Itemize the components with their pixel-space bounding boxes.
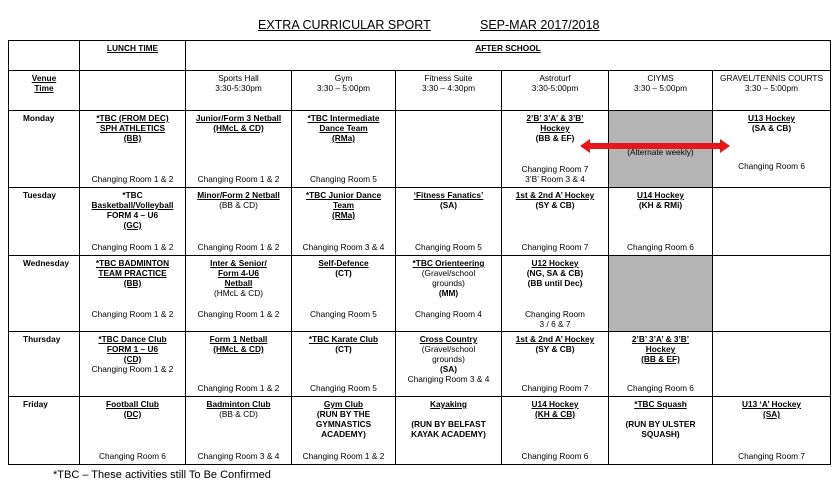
document-title — [0, 18, 838, 34]
after-school-header: AFTER SCHOOL — [186, 41, 831, 71]
monday-gravel: U13 Hockey (SA & CB) Changing Room 6 — [713, 111, 831, 188]
footnote: *TBC – These activities still To Be Confirmed — [53, 469, 271, 481]
day-wednesday: Wednesday — [9, 256, 80, 332]
row-friday — [9, 397, 831, 465]
friday-fitness: Kayaking (RUN BY BELFAST KAYAK ACADEMY) — [396, 397, 502, 465]
venue-fitness-suite: Fitness Suite 3:30 – 4:30pm — [396, 71, 502, 111]
lunch-venue-blank — [80, 71, 186, 111]
tuesday-lunch: *TBC Basketball/Volleyball FORM 4 – U6 (GC) Changing Room 1 & 2 — [80, 188, 186, 256]
thursday-astroturf: 1st & 2nd A’ Hockey (SY & CB) Changing Room 7 — [502, 332, 609, 397]
wednesday-fitness: *TBC Orienteering (Gravel/school grounds) (MM) Changing Room 4 — [396, 256, 502, 332]
thursday-lunch: *TBC Dance Club FORM 1 – U6 (CD) Changing Room 1 & 2 — [80, 332, 186, 397]
timetable — [8, 40, 831, 465]
wednesday-ciyms — [609, 256, 713, 332]
venue-time-label: Venue Time — [9, 71, 80, 111]
wednesday-astroturf: U12 Hockey (NG, SA & CB) (BB until Dec) Changing Room 3 / 6 & 7 — [502, 256, 609, 332]
friday-lunch: Football Club (DC) Changing Room 6 — [80, 397, 186, 465]
day-tuesday: Tuesday — [9, 188, 80, 256]
title-main: EXTRA CURRICULAR SPORT — [258, 18, 431, 32]
tuesday-sports-hall: Minor/Form 2 Netball (BB & CD) Changing Room 1 & 2 — [186, 188, 292, 256]
monday-lunch: *TBC (FROM DEC) SPH ATHLETICS (BB) Changing Room 1 & 2 — [80, 111, 186, 188]
venue-gravel-tennis: GRAVEL/TENNIS COURTS 3:30 – 5:00pm — [713, 71, 831, 111]
thursday-sports-hall: Form 1 Netball (HMcL & CD) Changing Room 1 & 2 — [186, 332, 292, 397]
day-thursday: Thursday — [9, 332, 80, 397]
day-friday: Friday — [9, 397, 80, 465]
wednesday-gym: Self-Defence (CT) Changing Room 5 — [292, 256, 396, 332]
wednesday-sports-hall: Inter & Senior/ Form 4-U6 Netball (HMcL & CD) Changing Room 1 & 2 — [186, 256, 292, 332]
thursday-fitness: Cross Country (Gravel/school grounds) (SA) Changing Room 3 & 4 — [396, 332, 502, 397]
group-header-row — [9, 41, 831, 71]
tuesday-ciyms: U14 Hockey (KH & RMi) Changing Room 6 — [609, 188, 713, 256]
lunch-time-header: LUNCH TIME — [80, 41, 186, 71]
venue-gym: Gym 3:30 – 5:00pm — [292, 71, 396, 111]
wednesday-lunch: *TBC BADMINTON TEAM PRACTICE (BB) Changing Room 1 & 2 — [80, 256, 186, 332]
venue-astroturf: Astroturf 3:30-5:00pm — [502, 71, 609, 111]
row-thursday — [9, 332, 831, 397]
friday-gym: Gym Club (RUN BY THE GYMNASTICS ACADEMY) Changing Room 1 & 2 — [292, 397, 396, 465]
thursday-gym: *TBC Karate Club (CT) Changing Room 5 — [292, 332, 396, 397]
arrow-shape — [580, 139, 730, 153]
friday-gravel: U13 ‘A’ Hockey (SA) Changing Room 7 — [713, 397, 831, 465]
alternate-weekly-note: (Alternate weekly) — [627, 147, 694, 157]
double-arrow-icon — [580, 139, 730, 153]
venue-ciyms: CIYMS 3:30 – 5:00pm — [609, 71, 713, 111]
monday-astroturf: 2’B’ 3’A’ & 3’B’ Hockey (BB & EF) Changing Room 7 3’B’ Room 3 & 4 — [502, 111, 609, 188]
thursday-ciyms: 2’B’ 3’A’ & 3’B’ Hockey (BB & EF) Changing Room 6 — [609, 332, 713, 397]
venue-sports-hall: Sports Hall 3:30-5:30pm — [186, 71, 292, 111]
thursday-gravel — [713, 332, 831, 397]
tuesday-fitness: ‘Fitness Fanatics’ (SA) Changing Room 5 — [396, 188, 502, 256]
day-monday: Monday — [9, 111, 80, 188]
friday-sports-hall: Badminton Club (BB & CD) Changing Room 3 & 4 — [186, 397, 292, 465]
wednesday-gravel — [713, 256, 831, 332]
monday-sports-hall: Junior/Form 3 Netball (HMcL & CD) Changing Room 1 & 2 — [186, 111, 292, 188]
monday-gym: *TBC Intermediate Dance Team (RMa) Changing Room 5 — [292, 111, 396, 188]
friday-astroturf: U14 Hockey (KH & CB) Changing Room 6 — [502, 397, 609, 465]
tuesday-astroturf: 1st & 2nd A’ Hockey (SY & CB) Changing Room 7 — [502, 188, 609, 256]
tuesday-gym: *TBC Junior Dance Team (RMa) Changing Room 3 & 4 — [292, 188, 396, 256]
venue-header-row — [9, 71, 831, 111]
title-season: SEP-MAR 2017/2018 — [480, 18, 600, 32]
friday-ciyms: *TBC Squash (RUN BY ULSTER SQUASH) — [609, 397, 713, 465]
tuesday-gravel — [713, 188, 831, 256]
monday-fitness — [396, 111, 502, 188]
row-tuesday — [9, 188, 831, 256]
row-wednesday — [9, 256, 831, 332]
empty-corner — [9, 41, 80, 71]
